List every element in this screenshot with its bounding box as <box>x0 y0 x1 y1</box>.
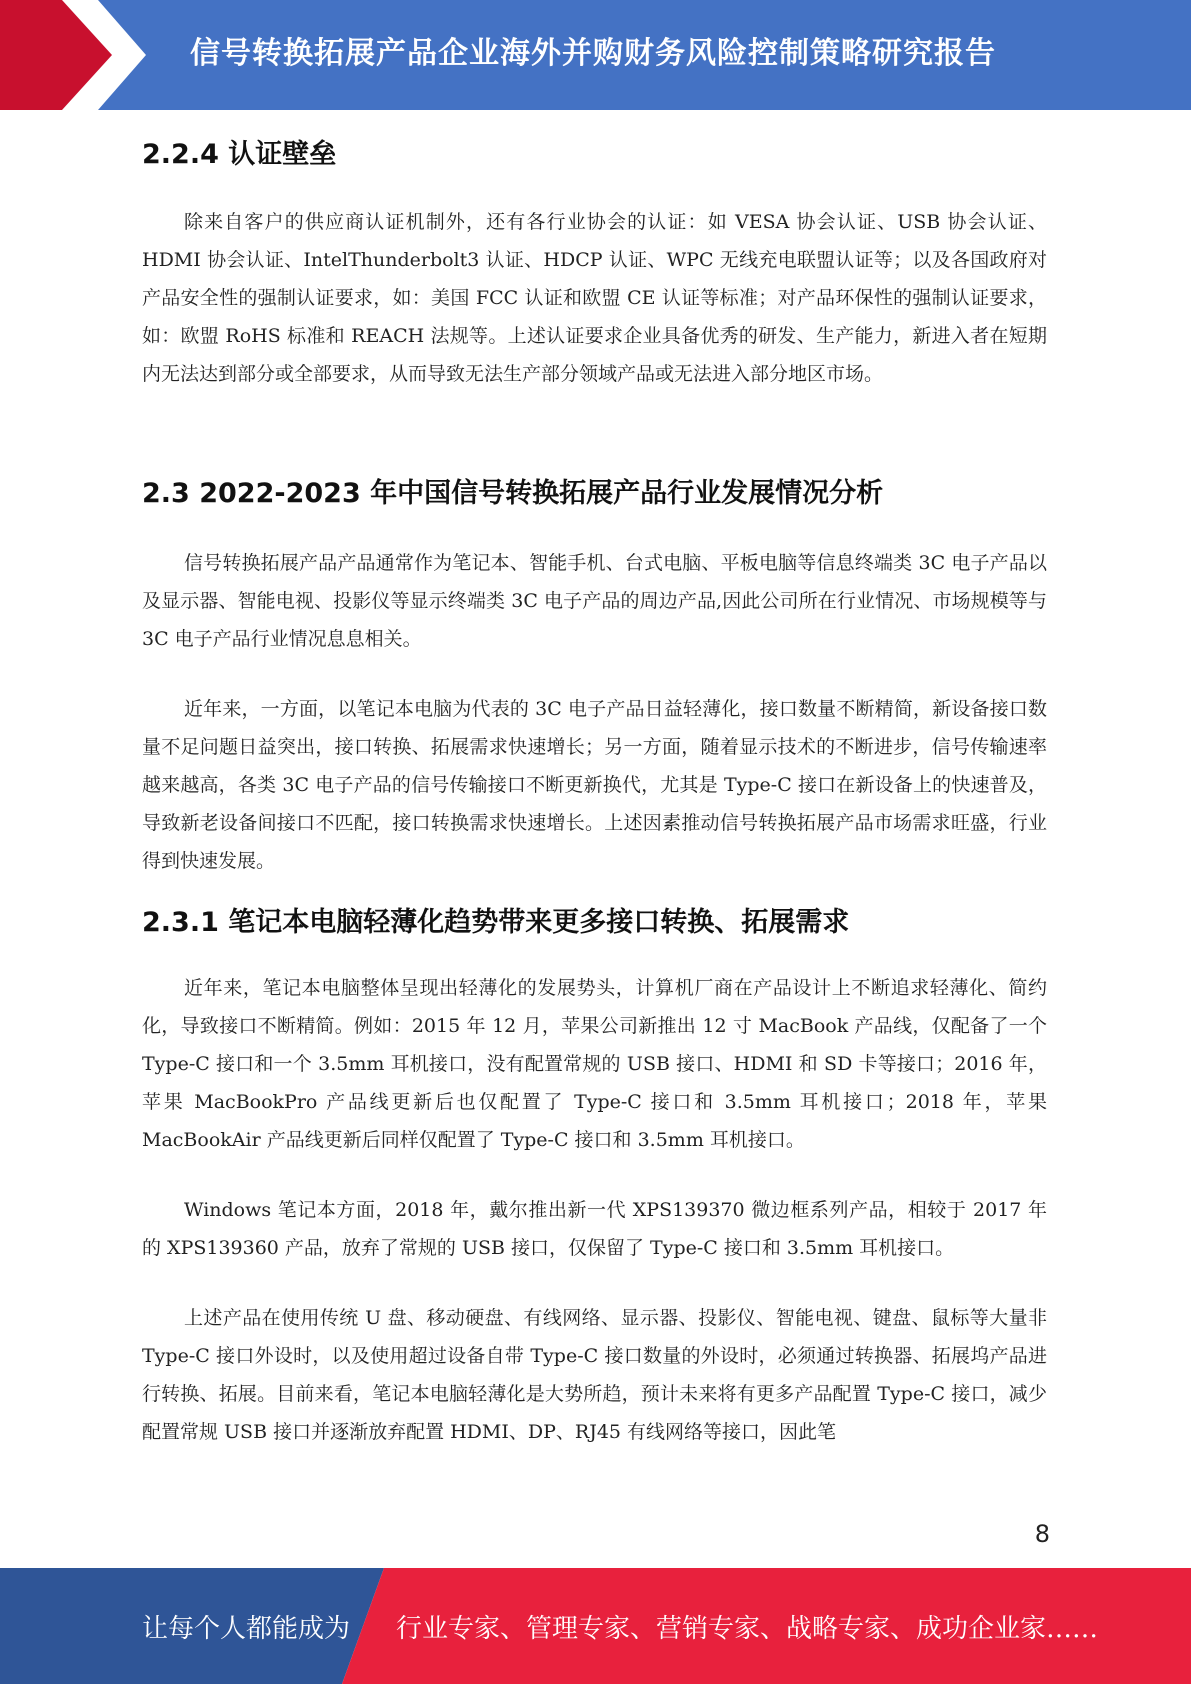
section-heading-2-3: 2.3 2022-2023 年中国信号转换拓展产品行业发展情况分析 <box>142 478 884 509</box>
footer-slogan-left: 让每个人都能成为 <box>142 1614 351 1644</box>
paragraph: 近年来，笔记本电脑整体呈现出轻薄化的发展势头，计算机厂商在产品设计上不断追求轻薄化、简约化，导致接口不断精简。例如：2015 年 12 月，苹果公司新推出 12 寸 MacBook 产品线，仅配备了一个 Type-C 接口和一个 3.5mm 耳机接口，没有配置常规的 USB 接口、HDMI 和 SD 卡等接口；2016 年，苹果 MacBookPro 产品线更新后也仅配置了 Type-C 接口和 3.5mm 耳机接口；2018 年，苹果 MacBookAir 产品线更新后同样仅配置了 Type-C 接口和 3.5mm 耳机接口。 <box>142 977 1047 1151</box>
paragraph: 上述产品在使用传统 U 盘、移动硬盘、有线网络、显示器、投影仪、智能电视、键盘、鼠标等大量非 Type-C 接口外设时，以及使用超过设备自带 Type-C 接口数量的外设时，必须通过转换器、拓展坞产品进行转换、拓展。目前来看，笔记本电脑轻薄化是大势所趋，预计未来将有更多产品配置 Type-C 接口，减少配置常规 USB 接口并逐渐放弃配置 HDMI、DP、RJ45 有线网络等接口，因此笔 <box>142 1307 1047 1443</box>
document-body <box>142 118 1047 1451</box>
section-heading-2-3-1: 2.3.1 笔记本电脑轻薄化趋势带来更多接口转换、拓展需求 <box>142 907 850 938</box>
page-number: 8 <box>1034 1520 1050 1548</box>
paragraph: Windows 笔记本方面，2018 年，戴尔推出新一代 XPS139370 微边框系列产品，相较于 2017 年的 XPS139360 产品，放弃了常规的 USB 接口，仅保留了 Type-C 接口和 3.5mm 耳机接口。 <box>142 1199 1047 1259</box>
paragraph: 除来自客户的供应商认证机制外，还有各行业协会的认证：如 VESA 协会认证、USB 协会认证、HDMI 协会认证、IntelThunderbolt3 认证、HDCP 认证、WPC 无线充电联盟认证等；以及各国政府对产品安全性的强制认证要求，如：美国 FCC 认证和欧盟 CE 认证等标准；对产品环保性的强制认证要求，如：欧盟 RoHS 标准和 REACH 法规等。上述认证要求企业具备优秀的研发、生产能力，新进入者在短期内无法达到部分或全部要求，从而导致无法生产部分领域产品或无法进入部分地区市场。 <box>142 211 1047 385</box>
page-header <box>0 0 1191 110</box>
paragraph: 近年来，一方面，以笔记本电脑为代表的 3C 电子产品日益轻薄化，接口数量不断精简，新设备接口数量不足问题日益突出，接口转换、拓展需求快速增长；另一方面，随着显示技术的不断进步，信号传输速率越来越高，各类 3C 电子产品的信号传输接口不断更新换代，尤其是 Type-C 接口在新设备上的快速普及，导致新老设备间接口不匹配，接口转换需求快速增长。上述因素推动信号转换拓展产品市场需求旺盛，行业得到快速发展。 <box>142 698 1047 872</box>
paragraph: 信号转换拓展产品产品通常作为笔记本、智能手机、台式电脑、平板电脑等信息终端类 3C 电子产品以及显示器、智能电视、投影仪等显示终端类 3C 电子产品的周边产品,因此公司所在行业情况、市场规模等与 3C 电子产品行业情况息息相关。 <box>142 552 1047 650</box>
report-title: 信号转换拓展产品企业海外并购财务风险控制策略研究报告 <box>190 36 996 71</box>
page-footer <box>0 1568 1191 1684</box>
footer-slogan-right: 行业专家、管理专家、营销专家、战略专家、成功企业家…… <box>396 1614 1099 1644</box>
section-heading-2-2-4: 2.2.4 认证壁垒 <box>142 139 337 170</box>
